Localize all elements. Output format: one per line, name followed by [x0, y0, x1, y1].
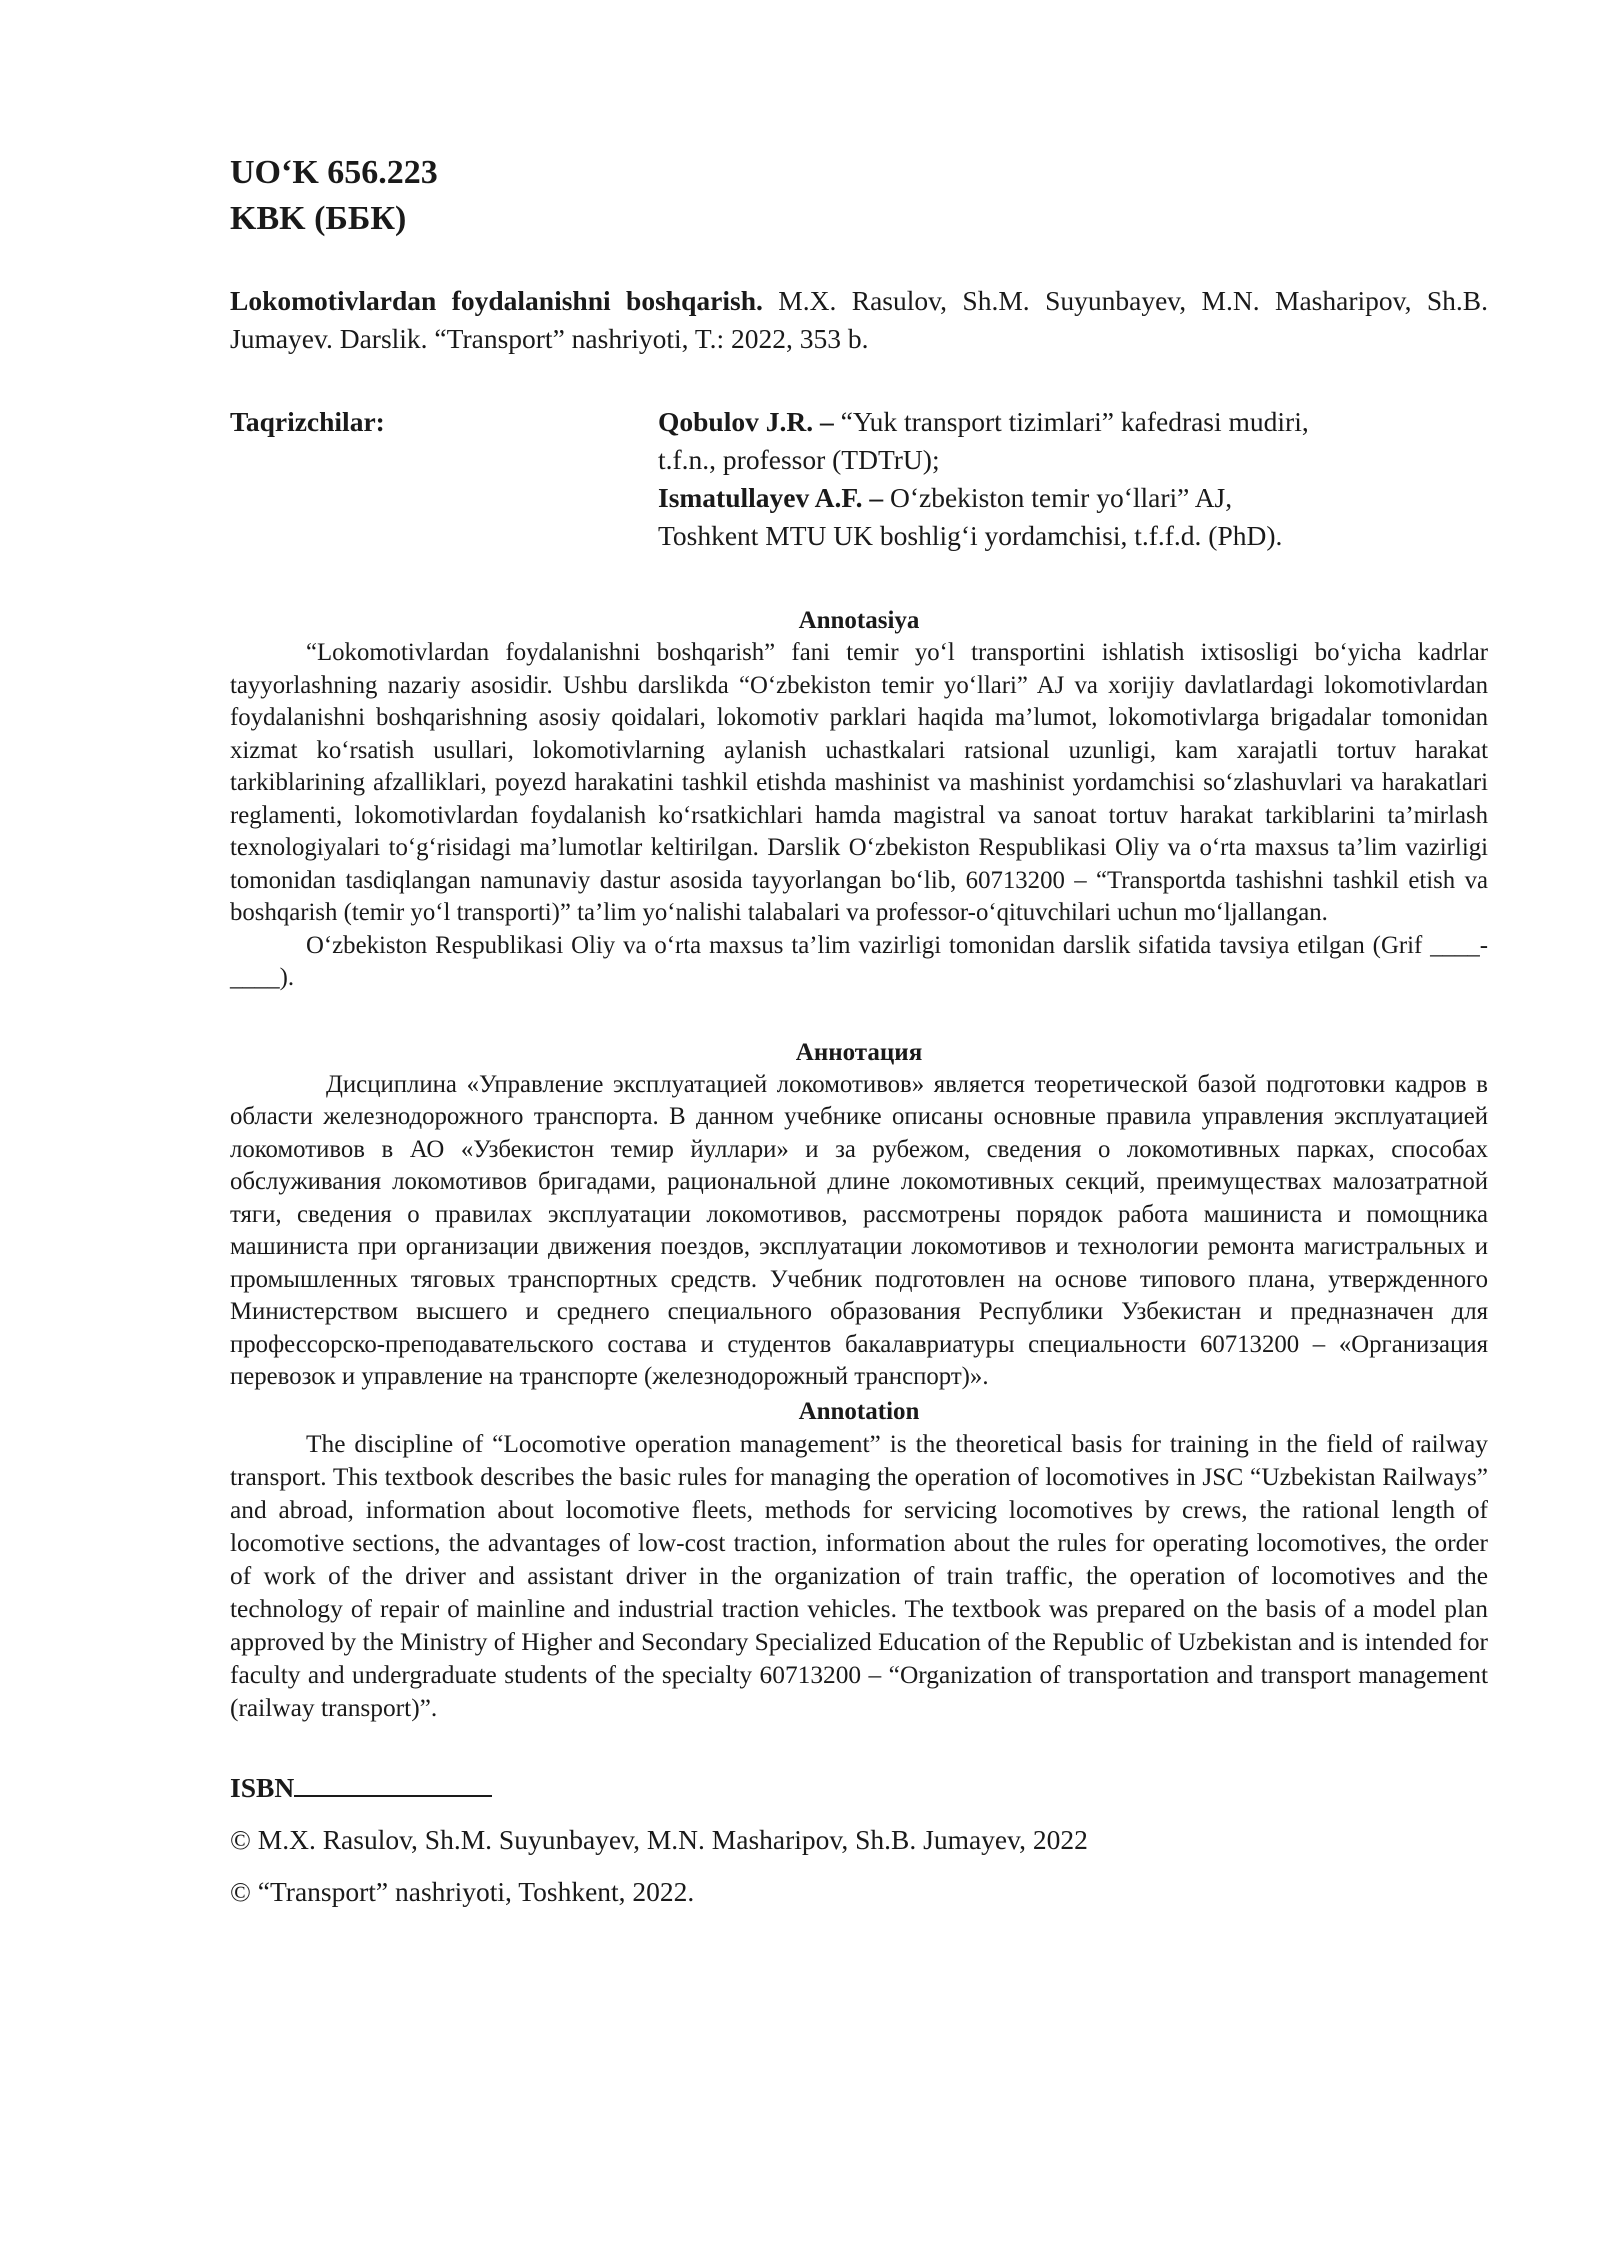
copyright-publisher: © “Transport” nashriyoti, Toshkent, 2022. [230, 1875, 695, 1907]
annotation-russian-heading: Аннотация [795, 1038, 923, 1066]
udk-code: UO‘K 656.223 [230, 154, 438, 191]
annotation-russian [230, 1037, 1488, 1394]
book-title: Lokomotivlardan foydalanishni boshqarish. [230, 285, 763, 316]
annotation-uzbek-heading: Annotasiya [798, 607, 920, 634]
reviewers-block [230, 403, 1488, 555]
copyright-authors: © M.X. Rasulov, Sh.M. Suyunbayev, M.N. Masharipov, Sh.B. Jumayev, 2022 [230, 1823, 1088, 1855]
annotation-uzbek-paragraph-1: “Lokomotivlardan foydalanishni boshqarish” fani temir yo‘l transportini ishlatish ixtisosligi bo‘yicha kadrlar tayyorlashning nazariy asosidir. Ushbu darslikda “O‘zbekiston temir yo‘llari” AJ va xorijiy davlatlardagi lokomotivlardan foydalanishni boshqarishning asosiy qoidalari, lokomotiv parklari haqida ma’lumot, lokomotivlarga brigadalar tomonidan xizmat ko‘rsatish usullari, lokomotivlarning aylanish uchastkalari ratsional uzunligi, kam xarajatli tortuv harakat tarkiblarining afzalliklari, poyezd harakatini tashkil etishda mashinist va mashinist yordamchisi so‘zlashuvlari va harakatlari reglamenti, lokomotivlardan foydalanish ko‘rsatkichlari hamda magistral va sanoat tortuv harakat tarkiblarini ta’mirlash texnologiyalari to‘g‘risidagi ma’lumotlar keltirilgan. Darslik O‘zbekiston Respublikasi Oliy va o‘rta maxsus ta’lim vazirligi tomonidan tasdiqlangan namunaviy dastur asosida tayyorlangan bo‘lib, 60713200 – “Transportda tashishni tashkil etish va boshqarish (temir yo‘l transporti)” ta’lim yo‘nalishi talabalari va professor-o‘qituvchilari uchun mo‘ljallangan. [230, 639, 1488, 926]
reviewer-1-position: “Yuk transport tizimlari” kafedrasi mudiri, [833, 406, 1309, 437]
isbn-line [230, 1767, 1488, 1806]
annotation-russian-paragraph: Дисциплина «Управление эксплуатацией локомотивов» является теоретической базой подготовки кадров в области железнодорожного транспорта. В данном учебнике описаны основные правила управления эксплуатацией локомотивов в АО «Узбекистон темир йуллари» и за рубежом, сведения о локомотивных парках, способах обслуживания локомотивов бригадами, рациональной длине локомотивных секций, преимуществах малозатратной тяги, сведения о правилах эксплуатации локомотивов, рассмотрены порядок работа машиниста и помощника машиниста при организации движения поездов, эксплуатации локомотивов и технологии ремонта магистральных и промышленных тяговых транспортных средств. Учебник подготовлен на основе типового плана, утвержденного Министерством высшего и среднего специального образования Республики Узбекистан и предназначен для профессорско-преподавательского состава и студентов бакалавриатуры специальности 60713200 – «Организация перевозок и управление на транспорте (железнодорожный транспорт)». [230, 1070, 1488, 1390]
reviewers-list [658, 403, 1488, 555]
reviewers-label: Taqrizchilar: [230, 406, 385, 437]
annotation-english-paragraph: The discipline of “Locomotive operation management” is the theoretical basis for training in the field of railway transport. This textbook describes the basic rules for managing the operation of locomotives in JSC “Uzbekistan Railways” and abroad, information about locomotive fleets, methods for servicing locomotives by crews, the rational length of locomotive sections, the advantages of low-cost traction, information about the rules for operating locomotives, the order of work of the driver and assistant driver in the organization of train traffic, the operation of locomotives and the technology of repair of mainline and industrial traction vehicles. The textbook was prepared on the basis of a model plan approved by the Ministry of Higher and Secondary Specialized Education of the Republic of Uzbekistan and is intended for faculty and undergraduate students of the specialty 60713200 – “Organization of transportation and transport management (railway transport)”. [230, 1429, 1488, 1722]
reviewer-2-position: O‘zbekiston temir yo‘llari” AJ, [883, 482, 1233, 513]
isbn-label: ISBN [230, 1771, 295, 1803]
reviewer-1-degree: t.f.n., professor (TDTrU); [658, 444, 940, 475]
isbn-blank [294, 1767, 492, 1797]
reviewer-2-degree: Toshkent MTU UK boshlig‘i yordamchisi, t.f.f.d. (PhD). [658, 520, 1283, 551]
reviewer-1-name: Qobulov J.R. – [658, 406, 834, 437]
bibliographic-record [230, 282, 1488, 358]
document-page [230, 150, 1488, 1910]
book-details: M.X. Rasulov, Sh.M. Suyunbayev, M.N. Masharipov, Sh.B. Jumayev. Darslik. “Transport” nashriyoti, T.: 2022, 353 b. [230, 285, 1488, 354]
annotation-english-heading: Annotation [798, 1397, 920, 1425]
reviewer-1 [658, 403, 1428, 441]
kbk-code: KBK (ББК) [230, 200, 407, 237]
reviewer-2 [658, 479, 1428, 517]
annotation-english [230, 1396, 1488, 1725]
reviewer-2-name: Ismatullayev A.F. – [658, 482, 884, 513]
annotation-uzbek [230, 605, 1488, 995]
annotation-uzbek-paragraph-2: O‘zbekiston Respublikasi Oliy va o‘rta maxsus ta’lim vazirligi tomonidan darslik sifatida tavsiya etilgan (Grif ____-____). [230, 931, 1488, 991]
